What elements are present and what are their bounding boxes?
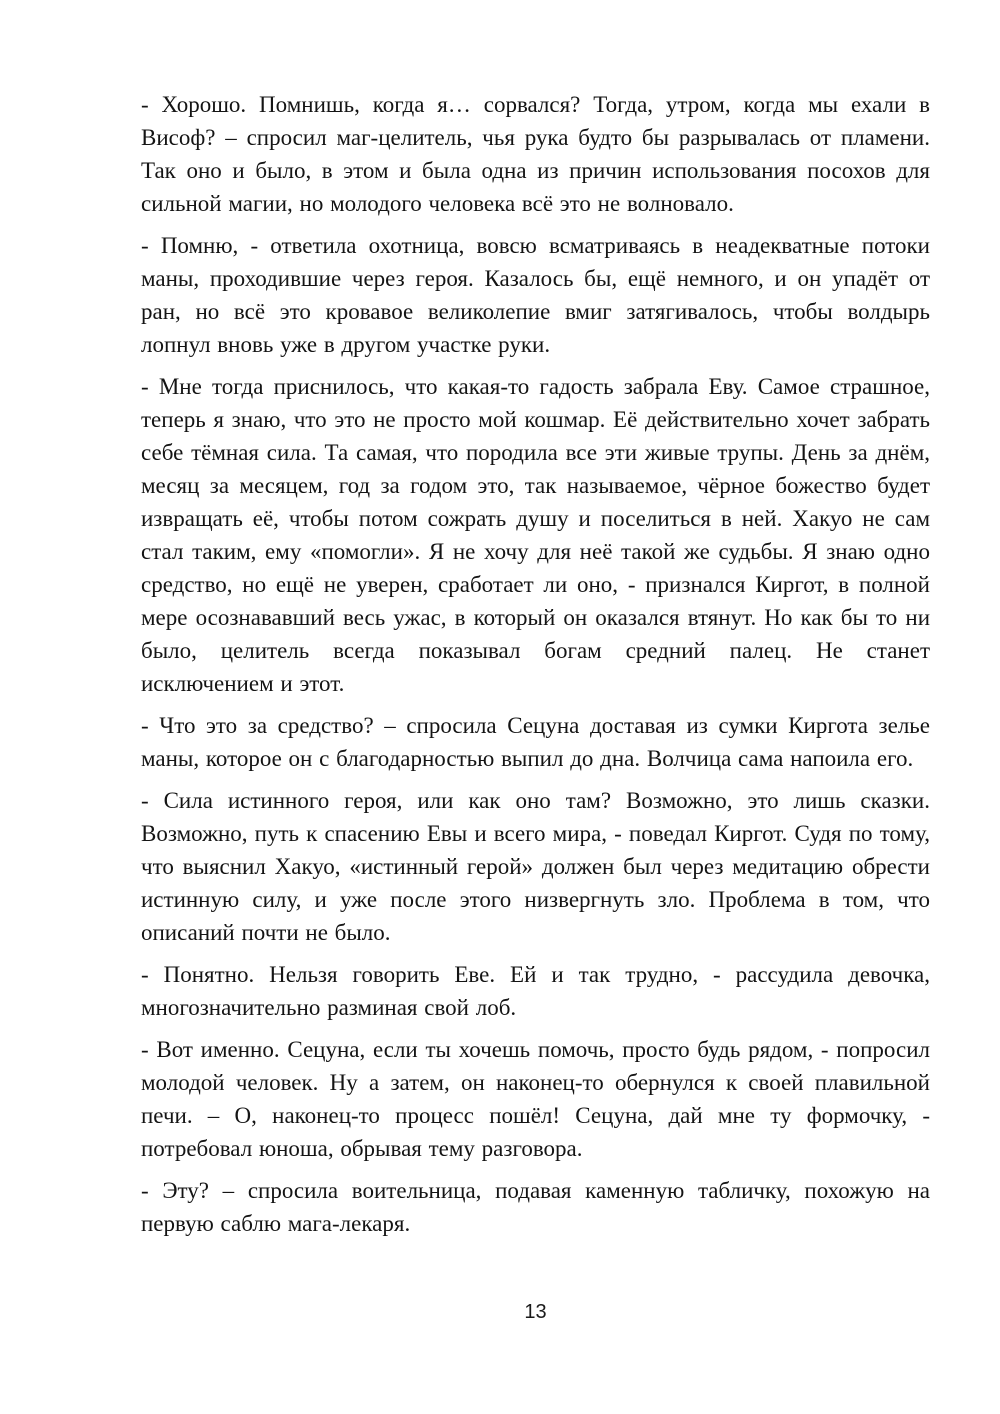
paragraph: - Эту? – спросила воительница, подавая каменную табличку, похожую на первую саблю мага-лекаря. [141, 1178, 930, 1236]
page-number: 13 [524, 1301, 547, 1323]
paragraph: - Сила истинного героя, или как оно там? Возможно, это лишь сказки. Возможно, путь к спасению Евы и всего мира, - поведал Киргот. Судя по тому, что выяснил Хакуо, «истинный герой» должен был через медитацию обрести истинную силу, и уже после этого низвергнуть зло. Проблема в том, что описаний почти не было. [141, 788, 930, 945]
text-block [141, 88, 930, 1249]
paragraph: - Помню, - ответила охотница, вовсю всматриваясь в неадекватные потоки маны, проходившие через героя. Казалось бы, ещё немного, и он упадёт от ран, но всё это кровавое великолепие вмиг затягивалось, чтобы волдырь лопнул вновь уже в другом участке руки. [141, 233, 930, 357]
paragraph: - Хорошо. Помнишь, когда я… сорвался? Тогда, утром, когда мы ехали в Висоф? – спросил маг-целитель, чья рука будто бы разрывалась от пламени. Так оно и было, в этом и была одна из причин использования посохов для сильной магии, но молодого человека всё это не волновало. [141, 92, 930, 216]
paragraph: - Вот именно. Сецуна, если ты хочешь помочь, просто будь рядом, - попросил молодой человек. Ну а затем, он наконец-то обернулся к своей плавильной печи. – О, наконец-то процесс пошёл! Сецуна, дай мне ту формочку, - потребовал юноша, обрывая тему разговора. [141, 1037, 930, 1161]
paragraph: - Мне тогда приснилось, что какая-то гадость забрала Еву. Самое страшное, теперь я знаю, что это не просто мой кошмар. Её действительно хочет забрать себе тёмная сила. Та самая, что породила все эти живые трупы. День за днём, месяц за месяцем, год за годом это, так называемое, чёрное божество будет извращать её, чтобы потом сожрать душу и поселиться в ней. Хакуо не сам стал таким, ему «помогли». Я не хочу для неё такой же судьбы. Я знаю одно средство, но ещё не уверен, сработает ли оно, - признался Киргот, в полной мере осознававший весь ужас, в который он оказался втянут. Но как бы то ни было, целитель всегда показывал богам средний палец. Не станет исключением и этот. [141, 374, 930, 696]
paragraph: - Что это за средство? – спросила Сецуна доставая из сумки Киргота зелье маны, которое он с благодарностью выпил до дна. Волчица сама напоила его. [141, 713, 930, 771]
paragraph: - Понятно. Нельзя говорить Еве. Ей и так трудно, - рассудила девочка, многозначительно разминая свой лоб. [141, 962, 930, 1020]
